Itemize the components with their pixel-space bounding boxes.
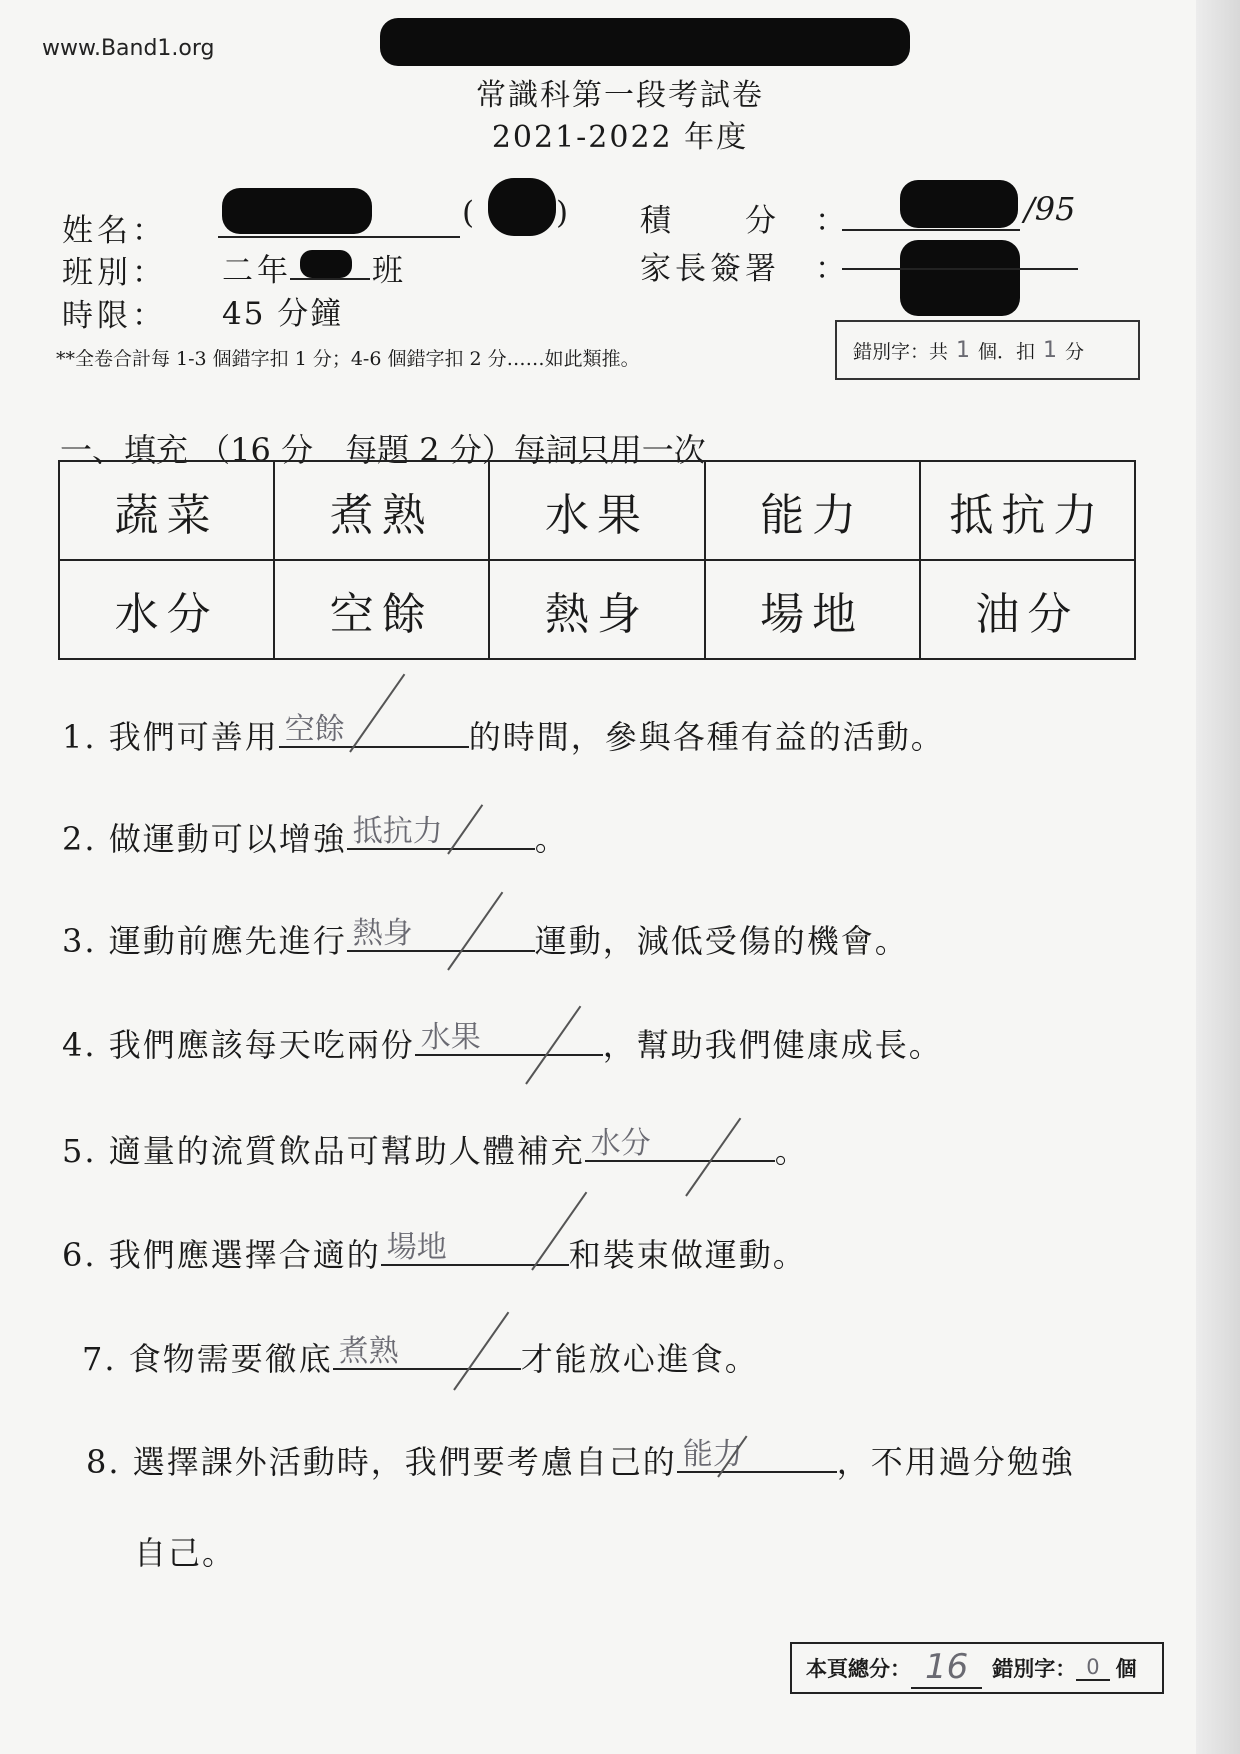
- answer-blank: [585, 1126, 775, 1162]
- question-6: [62, 1230, 807, 1276]
- check-mark: [525, 1006, 581, 1085]
- word-bank-cell: 油分: [920, 560, 1135, 659]
- question-2: [62, 814, 569, 860]
- parent-signature-field: [842, 268, 1078, 270]
- redaction-signature: [900, 240, 1020, 316]
- check-mark: [349, 674, 405, 753]
- answer-blank: [381, 1230, 569, 1266]
- question-text-after: 和裝束做運動。: [568, 1236, 807, 1274]
- answer-blank: [347, 916, 535, 952]
- page-total-box: [790, 1642, 1164, 1694]
- page-typo-unit: 個: [1115, 1657, 1137, 1681]
- typo-count: 1: [956, 337, 971, 363]
- adjacent-page-edge: [1196, 0, 1240, 1754]
- answer-blank: [415, 1020, 603, 1056]
- score-label: 積 分 ：: [640, 203, 850, 239]
- page-typo-count: 0: [1076, 1655, 1109, 1681]
- question-7: [82, 1334, 759, 1380]
- redaction-name: [222, 188, 372, 234]
- exam-year: 2021-2022 年度: [491, 120, 749, 155]
- question-text-before: 適量的流質飲品可幫助人體補充: [108, 1132, 585, 1170]
- question-number: 2.: [62, 820, 97, 858]
- word-bank-cell: 場地: [705, 560, 920, 659]
- time-label: 時限：: [62, 298, 167, 334]
- score-field: [842, 229, 1020, 231]
- question-text-before: 我們應該每天吃兩份: [108, 1026, 415, 1064]
- time-value: 45 分鐘: [222, 296, 344, 332]
- word-bank-cell: 熱身: [489, 560, 704, 659]
- question-4: [62, 1020, 943, 1066]
- question-number: 7.: [82, 1340, 117, 1378]
- check-mark: [453, 1312, 509, 1391]
- name-label: 姓名：: [62, 213, 167, 249]
- handwritten-answer: 抵抗力: [352, 814, 443, 849]
- class-suffix: 班: [372, 253, 407, 289]
- word-bank-cell: 水分: [59, 560, 274, 659]
- word-bank-row: [59, 560, 1135, 659]
- answer-blank: [347, 814, 535, 850]
- redaction-top: [380, 18, 910, 66]
- section-heading: 一、填充 （16 分 每題 2 分）每詞只用一次: [60, 431, 706, 469]
- question-number: 4.: [62, 1026, 97, 1064]
- question-8: [86, 1437, 1075, 1483]
- score-total: /95: [1024, 190, 1076, 228]
- question-text-after: 。: [534, 820, 569, 858]
- question-text-before: 選擇課外活動時，我們要考慮自己的: [132, 1443, 677, 1481]
- typo-deduct: 1: [1043, 337, 1058, 363]
- question-1: [62, 712, 945, 758]
- question-number: 1.: [62, 718, 97, 756]
- check-mark: [447, 892, 503, 971]
- question-text-before: 我們應選擇合適的: [108, 1236, 381, 1274]
- question-text-before: 做運動可以增強: [108, 820, 347, 858]
- redaction-score: [900, 180, 1018, 228]
- question-8-continued: 自己。: [134, 1534, 237, 1572]
- check-mark: [685, 1118, 741, 1197]
- answer-blank: [279, 712, 469, 748]
- word-bank-cell: 水果: [489, 461, 704, 560]
- question-5: [62, 1126, 809, 1172]
- exam-title: 常識科第一段考試卷: [476, 78, 764, 113]
- handwritten-answer: 熱身: [352, 916, 413, 951]
- word-bank-row: [59, 461, 1135, 560]
- word-bank-cell: 煮熟: [274, 461, 489, 560]
- question-text-before: 我們可善用: [108, 718, 279, 756]
- open-paren: (: [462, 195, 479, 231]
- class-grade: 二年: [222, 253, 292, 289]
- question-number: 5.: [62, 1132, 97, 1170]
- parent-signature-label: 家長簽署 ：: [640, 251, 850, 287]
- typo-rule-note: **全卷合計每 1-3 個錯字扣 1 分；4-6 個錯字扣 2 分……如此類推。: [56, 348, 640, 370]
- check-mark: [447, 804, 483, 854]
- typo-box-text-c: 分: [1065, 340, 1085, 363]
- question-text-after: 運動，減低受傷的機會。: [534, 922, 909, 960]
- name-field: [218, 236, 460, 238]
- page-typo-label: 錯別字：: [992, 1657, 1077, 1681]
- question-3: [62, 916, 909, 962]
- typo-count-box: [835, 320, 1140, 380]
- question-text-after: ，不用過分勉強: [836, 1443, 1075, 1481]
- question-number: 6.: [62, 1236, 97, 1274]
- redaction-class: [300, 250, 352, 278]
- class-label: 班別：: [62, 255, 167, 291]
- answer-blank: [333, 1334, 521, 1370]
- class-field: [290, 278, 370, 280]
- question-text-before: 食物需要徹底: [128, 1340, 333, 1378]
- answer-blank: [677, 1437, 837, 1473]
- handwritten-answer: 煮熟: [338, 1334, 399, 1369]
- question-number: 8.: [86, 1443, 121, 1481]
- word-bank-table: [58, 460, 1136, 660]
- handwritten-answer: 空餘: [284, 712, 345, 747]
- redaction-number: [488, 178, 556, 236]
- question-text-after: ，幫助我們健康成長。: [602, 1026, 943, 1064]
- question-text-after: 才能放心進食。: [520, 1340, 759, 1378]
- word-bank-cell: 蔬菜: [59, 461, 274, 560]
- typo-box-text-b: 個．扣: [978, 340, 1036, 363]
- question-text-before: 運動前應先進行: [108, 922, 347, 960]
- handwritten-answer: 水果: [420, 1020, 481, 1055]
- question-text-after: 的時間，參與各種有益的活動。: [468, 718, 945, 756]
- watermark: www.Band1.org: [42, 36, 215, 61]
- question-number: 3.: [62, 922, 97, 960]
- handwritten-answer: 場地: [386, 1230, 447, 1265]
- page-total-label: 本頁總分：: [806, 1657, 911, 1681]
- page-total-score: 16: [911, 1647, 982, 1689]
- question-text-after: 。: [774, 1132, 809, 1170]
- typo-box-text-a: 錯別字：共: [853, 340, 949, 363]
- handwritten-answer: 水分: [590, 1126, 651, 1161]
- word-bank-cell: 能力: [705, 461, 920, 560]
- word-bank-cell: 抵抗力: [920, 461, 1135, 560]
- close-paren: ): [556, 195, 573, 231]
- word-bank-cell: 空餘: [274, 560, 489, 659]
- handwritten-answer: 能力: [682, 1437, 743, 1472]
